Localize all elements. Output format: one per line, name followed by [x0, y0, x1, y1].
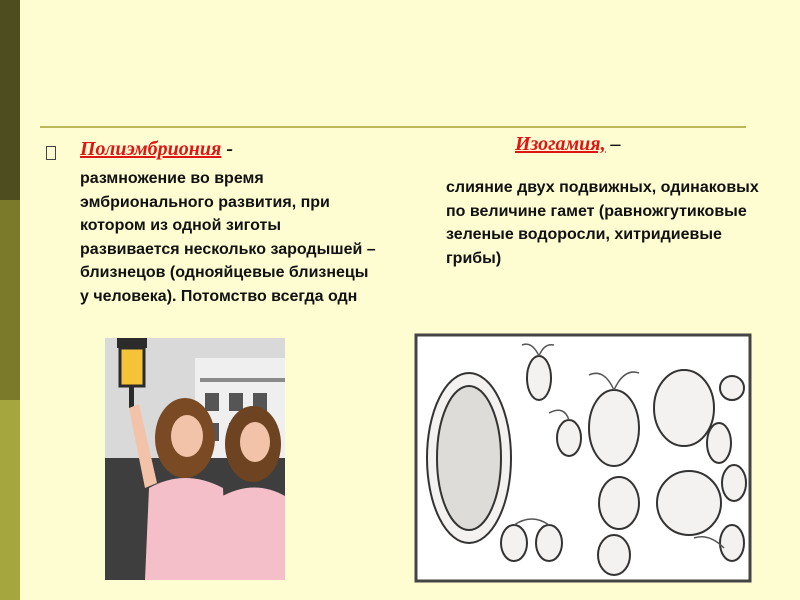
sidebar-stripe-dark — [0, 0, 20, 200]
polyembryony-definition: размножение во время эмбрионального развития, при котором из одной зиготы развивается несколько зародышей – близнецов (однояйцевые близнецы у человека). Потомство всегда одн — [80, 170, 376, 305]
isogamy-definition: слияние двух подвижных, одинаковых по величине гамет (равножгутиковые зеленые водоросли, хитридиевые грибы) — [446, 179, 759, 267]
bullet-icon — [46, 146, 56, 160]
isogamy-illustration — [414, 333, 752, 583]
isogamy-illustration-image — [414, 333, 752, 583]
header-divider — [40, 126, 746, 128]
polyembryony-dash: - — [221, 138, 233, 160]
isogamy-dash: – — [605, 133, 621, 155]
sidebar-stripe-mid — [0, 200, 20, 400]
isogamy-term: Изогамия, — [515, 133, 606, 155]
twins-photo-image — [105, 338, 285, 580]
polyembryony-term: Полиэмбриония — [80, 138, 222, 160]
twins-photo — [105, 338, 285, 580]
polyembryony-heading — [80, 138, 233, 161]
isogamy-heading — [515, 133, 621, 156]
sidebar-stripe-light — [0, 400, 20, 600]
